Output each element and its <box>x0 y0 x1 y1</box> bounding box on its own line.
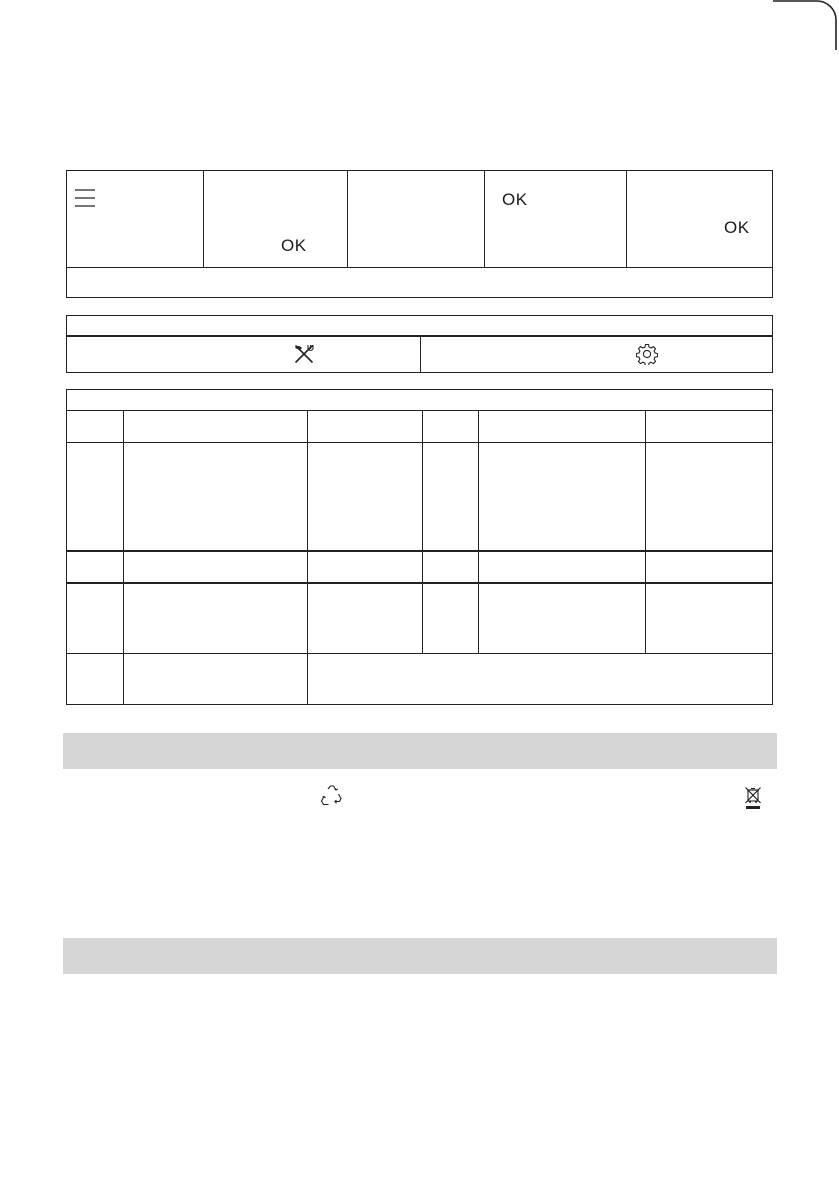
note-row <box>67 267 772 297</box>
gear-icon <box>636 343 658 365</box>
step-cell-3 <box>348 171 485 267</box>
ok-key-label: OK <box>281 236 307 255</box>
column-divider <box>123 410 124 704</box>
ok-key-label: OK <box>724 218 750 237</box>
settings-table <box>66 389 773 705</box>
column-divider <box>307 410 308 704</box>
step-cell-4 <box>485 171 627 267</box>
step-cell-1 <box>67 171 204 267</box>
row-divider <box>67 442 772 443</box>
crossed-out-bin-icon <box>744 786 762 810</box>
row-divider <box>67 550 772 552</box>
section-heading-bar <box>63 733 777 769</box>
step-cell-2 <box>204 171 348 267</box>
table-header <box>67 316 772 337</box>
control-steps-table <box>66 170 773 298</box>
row-divider <box>67 410 772 411</box>
section-heading-bar <box>63 938 777 974</box>
crop-mark <box>773 0 837 50</box>
cooking-menu-cell <box>67 337 421 372</box>
column-divider <box>478 410 479 654</box>
cutlery-icon <box>293 343 315 365</box>
row-divider <box>67 653 772 654</box>
menu-overview-table <box>66 315 773 373</box>
row-divider <box>67 582 772 584</box>
menu-icon <box>74 188 96 208</box>
column-divider <box>645 410 646 654</box>
ok-key-label: OK <box>502 190 528 209</box>
column-divider <box>422 410 423 654</box>
recycle-icon <box>319 784 343 808</box>
settings-menu-cell <box>420 337 772 372</box>
step-cell-5 <box>627 171 774 267</box>
